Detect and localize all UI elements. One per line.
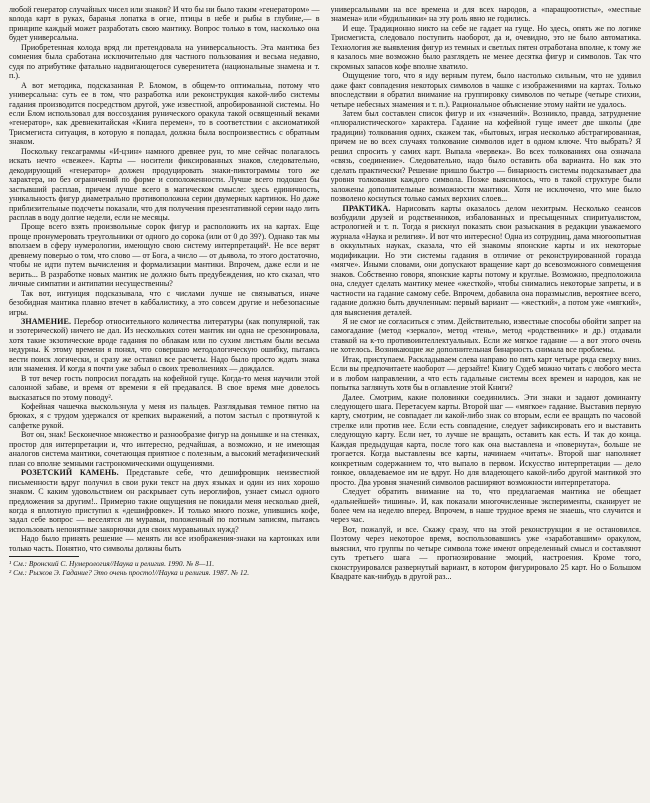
section-heading-znamenie: ЗНАМЕНИЕ. bbox=[21, 316, 72, 326]
left-column bbox=[9, 5, 320, 799]
paragraph: универсальными на все времена и для всех народов, а «паращюотисты», «местные знамена» или «будильники» на эту роль явно не годились. bbox=[330, 5, 641, 24]
paragraph: Далее. Смотрим, какие половинки соединились. Эти знаки и задают доминанту следующего шага. Перетасуем карты. Второй шаг — «мягкое» гадание. Выставив первую карту, смотрим, не совпадает ли какой-либо знак со вторым, если ее вращать по часовой стрелке или против нее. Если есть совпадение, следует зафиксировать его и выставить следующую карту. Если нет, то лучше не вращать, оставить как есть. И так до конца. Каждая предыдущая карта, после того как она выставлена и «повернута», больше не трогается. Когда выставлены все карты, начинаем «читать». Второй шаг наполняет конкретным содержанием то, что выпало в первом. Искусство интерпретации — дело тонкое, овладеваемое им не вдруг. Но для владеющего какой-либо другой мантикой это просто. Два уровня значений символов расширяют возможности интерпретатора. bbox=[330, 392, 641, 487]
paragraph: Приобретенная колода вряд ли претендовала на универсальность. Эта мантика без сомнения была сработана исключительно для частного пользования и весьма недавно, судя по атрибутике фатально надвигающегося суверенитета (национальные знамена и т. п.). bbox=[9, 42, 320, 81]
paragraph: Итак, приступаем. Раскладываем слева направо по пять карт четыре ряда сверху вниз. Если вы предпочитаете наоборот — дерзайте! Книгу Судеб можно читать с любого места и в любом направлении, а что есть гадальные системы всех времен и народов, как не попытка заглянуть хотя бы в оглавление этой Книги? bbox=[330, 354, 641, 393]
section-heading-praktika: ПРАКТИКА. bbox=[342, 203, 391, 213]
paragraph: В тот вечер гость попросил погадать на кофейной гуще. Когда-то меня научили этой салонной забаве, и время от времени я ей предавался. В свое время мне довелось высказаться по этому поводу². bbox=[9, 373, 320, 402]
paragraph: Проще всего взять произвольные сорок фигур и расположить их на картах. Еще проще пронумеровать треугольники от одного до сорока (или от 0 до 39?). Однако так мы вползаем в сферу нумерологии, имеющую свою систему интерпретаций¹. Не все верят древнему поверью о том, что слово — от Бога, а число — от дьявола, то этого достаточно, чтобы не идти путем вычисления и формализации мантики. Впрочем, даже если и не верить... В разработке новых мантик не должно быть предубеждения, но кто сказал, что личные симпатии и антипатии несущественны? bbox=[9, 222, 320, 289]
paragraph bbox=[9, 468, 320, 534]
paragraph: Вот, пожалуй, и все. Скажу сразу, что на этой реконструкции я не остановился. Поэтому через некоторое время, воспользовавшись уже «заработавшим» оракулом, выяснил, что группы по четыре символа тоже имеют определенный смысл и составляют суть третьего шага — прогнозирование эмоций, настроения. Кроме того, сконструировался развернутый вариант, в котором фигурировало 25 карт. Но о Большом Квадрате как-нибудь в другой раз... bbox=[330, 524, 641, 582]
footnote-1: ¹ См.: Вронский С. Нумерология//Наука и религия. 1990. № 8—11. bbox=[9, 559, 215, 569]
paragraph: Вот он, знак! Бесконечное множество и разнообразие фигур на донышке и на стенках, простор для интерпретации и, что интересно, редчайшая, а возможно, и не имеющая аналогов система мантики, сочетающая приятное с полезным, а высокий метафизический план со вполне земными гастрономическими ощущениями. bbox=[9, 430, 320, 468]
paragraph: Затем был составлен список фигур и их «значений». Возникло, правда, затруднение «плюралистического» характера. Гадание на кофейной гуще имеет две школы (две традиции) толкования одних, скажем так, «бытовых, играя несколько абстрагированная, причем не во всех случаях толкование символов идет в одном ключе. Что выбрать? Я решил спросить у самих карт. Выпала «вервека». Во всех толкованиях она означала «связь, соединение». Следовательно, надо было оставить оба варианта. Но как это сделать практически? Решение пришло быстро — бинарность системы подсказывает два уровня толкования каждого символа. Позже выяснилось, что в такой структуре были заложены дополнительные возможности мантики. Хотя не исключено, что мне было позволено коснуться только самых верхних слоев... bbox=[330, 108, 641, 204]
paragraph-text: Представьте себе, что дешифровщик неизвестной письменности вдруг получил в свои руки текст на двух языках и один из них хорошо знаком. С каким удовольствием он раскрывает суть иероглифов, узнает смысл одного предложения за другим!.. Примерно такие ощущения не покидали меня несколько дней, когда я вплотную приступил к «дешифровке». И только много позже, упившись кофе, задал себе вопрос — веселятся ли муравьи, положенный по потным записям, пытаясь использовать непонятные закорючки для своих муравьиных нужд? bbox=[9, 468, 320, 534]
footnote-2: ² См.: Рыжов Э. Гадание? Это очень просто!//Наука и религия. 1987. № 12. bbox=[9, 568, 250, 578]
paragraph bbox=[331, 204, 642, 317]
paragraph-text: Нарисовать карты оказалось делом нехитрым. Несколько сеансов возбудили друзей и родственников, избалованных и пресыщенных спиритуалистом, астрологией и т. п. Тогда я рискнул показать свои разыскания в редакции уважаемого журнала «Наука и религия». И вот что интересно! Одна из сотрудниц, дама многоопытная в оккультных науках, сказала, что ей знакомы японские карты и их некоторые модификации. Но эти системы гадания в отличие от реконструированной горазда «мягче». Иными словами, они допускают вращение карт до всевозможного совмещения знаков. Собственно говоря, японские карты потому и круглые. Возможно, предположила она, следует сделать мантику менее «жесткой», чтобы снимались некоторые запреты, и в частности на гадание самому себе. Впрочем, добавила она поразмыслив, вероятнее всего, гадание должно быть двучленным: первый вариант — «жесткий», а потом уже «мягкий», для выяснения деталей. bbox=[330, 203, 641, 317]
paragraph: Так вот, интуиция подсказывала, что с числами лучше не связываться, иначе безобидная мантика плавно втечет в каббалистику, а это совсем другие и небезопасные игры. bbox=[9, 288, 320, 317]
section-heading-rosetta-stone: РОЗЕТСКИЙ КАМЕНЬ. bbox=[21, 468, 119, 478]
paragraph: Я не смог не согласиться с этим. Действительно, известные способы обойти запрет на самогадание (метод «зеркало», метод «тень», метод «родственник» и др.) отдавали ставкой на к-то противоинтеллектуальных. Если же мягкое гадание — а вот этого очень не хотелось. Возникающие же дополнительная бинарность снимала все проблемы. bbox=[330, 316, 641, 355]
paragraph: Ощущение того, что я иду верным путем, было настолько сильным, что не удивил даже факт совпадения некоторых символов в чашке с изображениями на картах. Только впоследствии я обратил внимание на группировку символов по четыре (четыре стихии, четыре небесных знамения и т. п.). Рациональное объяснение этому найти не удалось. bbox=[330, 71, 641, 109]
paragraph: А вот методика, подсказанная Р. Бломом, в общем-то оптимальна, потому что универсальна: суть ее в том, что разработка или реконструкция какой-либо системы гадания производится посредством другой, уже известной, апробированной системы. Но если Блом использовал для воссоздания рунического оракула такой освященный веками «генератор», как древнекитайская «Книга перемен», то в соответствии с аксиоматикой Трисмегиста ситуация, в которую я попадал, должна была воспроизвестись с обратным знаком. bbox=[9, 80, 320, 147]
footnote-divider bbox=[9, 556, 79, 557]
paragraph: любой генератор случайных чисел или знаков? И что бы ни было таким «генератором» — колода карт в руках, баранья лопатка в огне, птицы в небе и рыбы в глубине,— в принципе каждый может разработать свою мантику. Вопрос только в том, насколько она будет универсальна. bbox=[9, 5, 320, 43]
paragraph: Следует обратить внимание на то, что предлагаемая мантика не обещает «дальнейшей» тишины». И, как показали многочисленные эксперименты, сканирует не более чем на неделю вперед. Впрочем, в наше трудное время не знаешь, что случится и через час. bbox=[330, 487, 641, 525]
paragraph: Надо было принять решение — менять ли все изображения-знаки на картонках или только часть. Понятно, что символы должны быть bbox=[9, 534, 320, 553]
paragraph-text: Перебор относительного количества литературы (как популярной, так и эзотерической) ничего не дал. Из нескольких сотен мантик ни одна не срезонировала, хотя такие экзотические вроде гадания по облакам или по сухим листьям были весьма недурны. К этому времени я понял, что совершаю методологическую ошибку, пытаясь вести поиск логически, и сразу же оставил все расчеты. Надо было просто ждать знака или знамения. И когда я почти уже забыл о своих треволнениях — дождался. bbox=[9, 316, 320, 374]
paragraph: Поскольку гексаграммы «И-цзин» намного древнее рун, то мне сейчас полагалось искать нечто «свежее». Карты — носители фиксированных знаков, следовательно, декодирующий «генератор» должен продуцировать знаки-пиктограммы того же характера, но без ограничений по форме и соположенности. Лучше всего подошел бы застывший расплав, причем лучше всего в магическом смысле: здесь единичность, уникальность фигур диаметрально противоположна серии двумерных картинок. Но даже приблизительные подсчеты показали, что для получения презентативной серии надо лить расплав в воду долгие недели, если не месяцы. bbox=[9, 146, 320, 222]
paragraph bbox=[9, 317, 320, 374]
paragraph: Кофейная чашечка выскользнула у меня из пальцев. Разглядывая темное пятно на брюках, я с трудом удержался от крепких выражений, а потом застыл с протянутой к салфетке рукой. bbox=[9, 402, 320, 430]
right-column bbox=[331, 5, 642, 799]
paragraph: И еще. Традиционно никто на себе не гадает на гуще. Но здесь, опять же по логике Трисмегиста, следовало поступить наоборот, да и, очевидно, это не было автоматика. Технология же выявления фигур из темных и светлых пятен отработана вполне, к тому же я казалось мне возможно было разглядеть не менее десятка фигур и символов. Так что скромных запасов кофе вполне хватило. bbox=[330, 23, 641, 71]
